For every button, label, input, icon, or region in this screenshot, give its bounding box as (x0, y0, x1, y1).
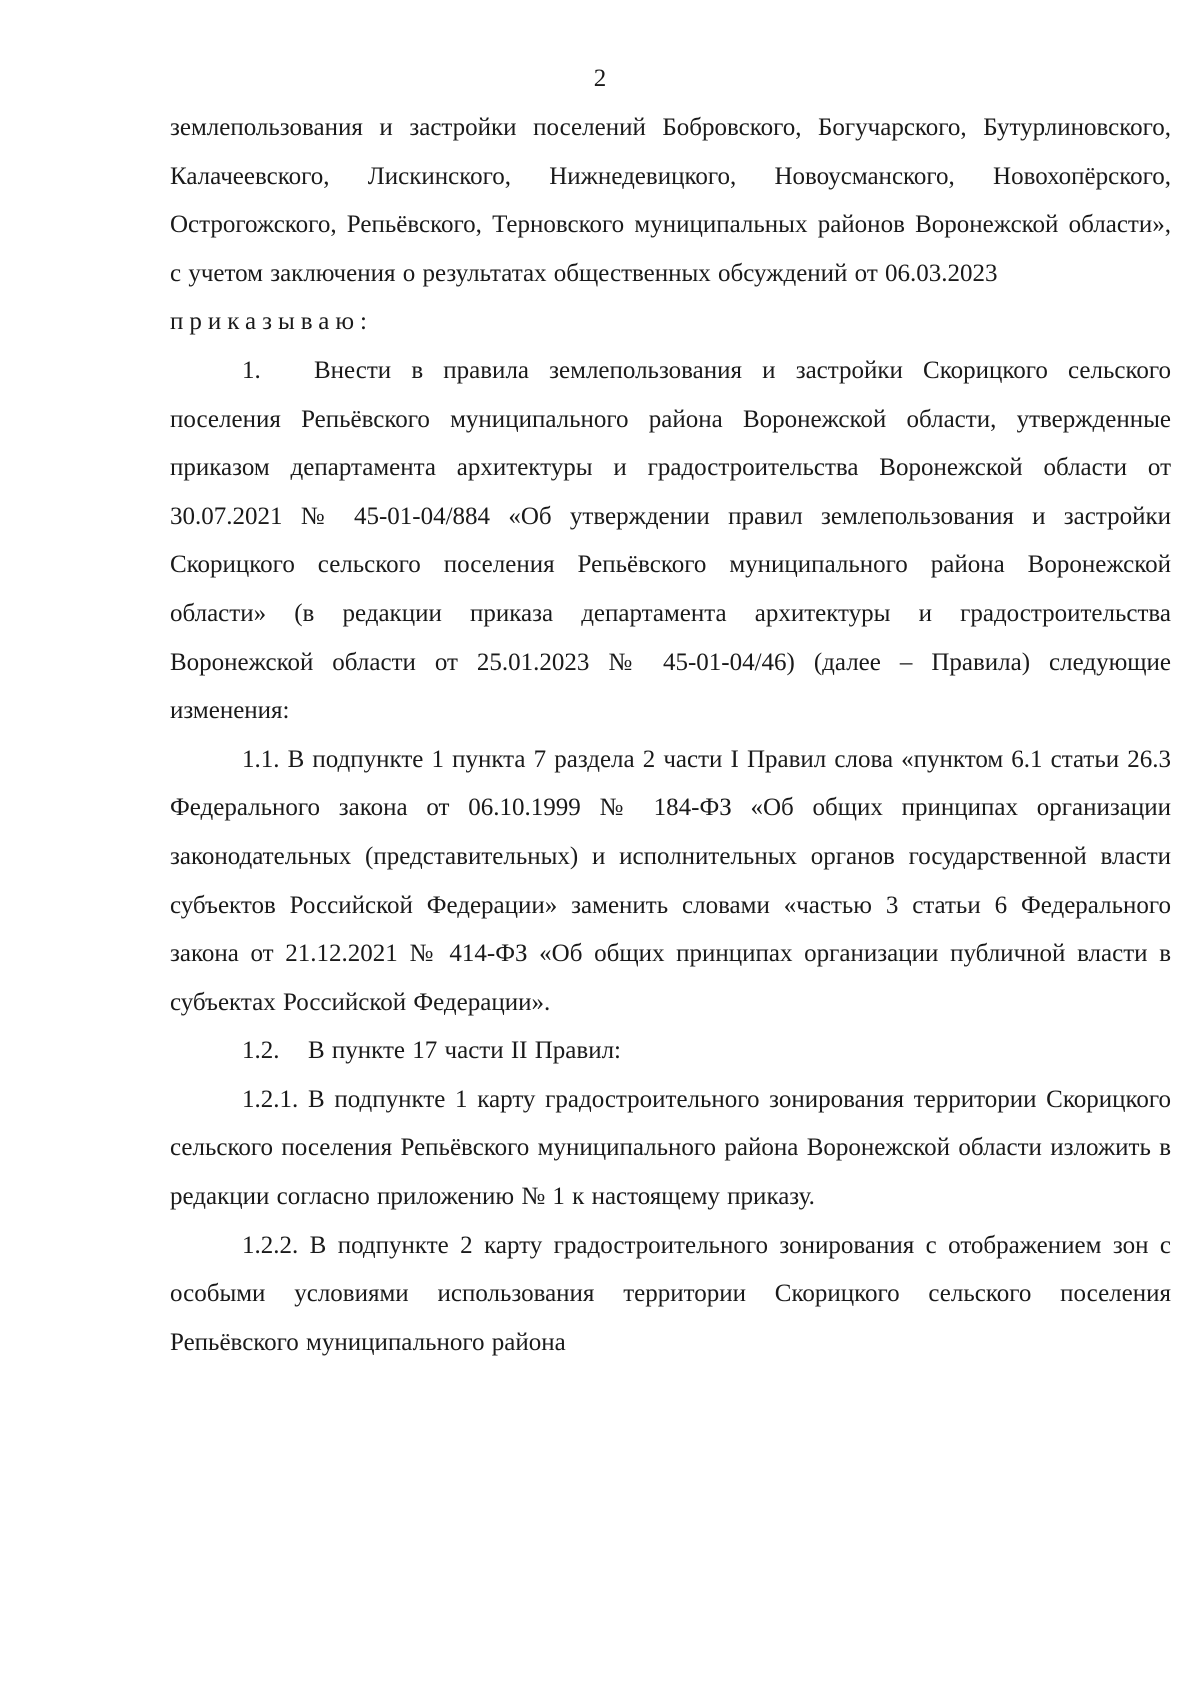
item-1-number: 1. (242, 356, 261, 384)
paragraph-item-1-2 (170, 1027, 1171, 1076)
item-1-2-number: 1.2. (242, 1037, 280, 1065)
paragraph-item-1-1: 1.1. В подпункте 1 пункта 7 раздела 2 части I Правил слова «пунктом 6.1 статьи 26.3 Федерального закона от 06.10.1999 № 184-ФЗ «Об общих принципах организации законодательных (представительных) и исполнительных органов государственной власти субъектов Российской Федерации» заменить словами «частью 3 статьи 6 Федерального закона от 21.12.2021 № 414-ФЗ «Об общих принципах организации публичной власти в субъектах Российской Федерации». (170, 745, 1171, 1016)
item-1-text: Внести в правила землепользования и застройки Скорицкого сельского поселения Репьёвского муниципального района Воронежской области, утвержденные приказом департамента архитектуры и градостроительства Воронежской области от 30.07.2021 № 45-01-04/884 «Об утверждении правил землепользования и застройки Скорицкого сельского поселения Репьёвского муниципального района Воронежской области» (в редакции приказа департамента архитектуры и градостроительства Воронежской области от 25.01.2023 № 45-01-04/46) (далее – Правила) следующие изменения: (170, 356, 1171, 725)
paragraph-item-1-2-1: 1.2.1. В подпункте 1 карту градостроительного зонирования территории Скорицкого сельского поселения Репьёвского муниципального района Воронежской области изложить в редакции согласно приложению № 1 к настоящему приказу. (170, 1085, 1171, 1211)
paragraph-order-word (170, 298, 1171, 347)
order-word: приказываю: (170, 308, 373, 336)
paragraph-continuation: землепользования и застройки поселений Бобровского, Богучарского, Бутурлиновского, Калачеевского, Лискинского, Нижнедевицкого, Новоусманского, Новохопёрского, Острогожского, Репьёвского, Терновского муниципальных районов Воронежской области», с учетом заключения о результатах общественных обсуждений от 06.03.2023 (170, 114, 1171, 287)
document-body (170, 104, 1171, 1367)
page-number: 2 (593, 65, 607, 92)
paragraph-item-1 (170, 347, 1171, 736)
item-1-2-text: В пункте 17 части II Правил: (308, 1037, 621, 1065)
paragraph-item-1-2-2: 1.2.2. В подпункте 2 карту градостроительного зонирования с отображением зон с особыми условиями использования территории Скорицкого сельского поселения Репьёвского муниципального района (170, 1231, 1171, 1356)
